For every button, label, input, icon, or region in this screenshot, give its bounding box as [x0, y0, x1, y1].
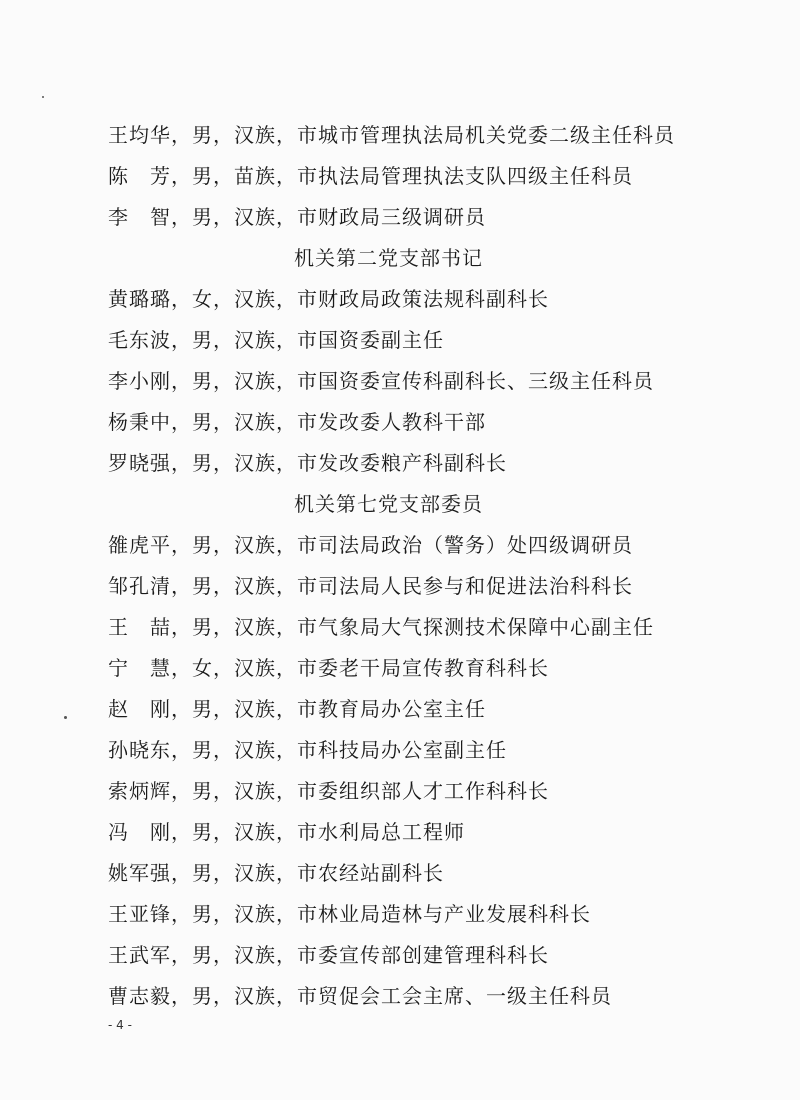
list-item: 罗晓强，男，汉族，市发改委粮产科副科长	[108, 451, 507, 475]
list-item: 李 智，男，汉族，市财政局三级调研员	[108, 205, 486, 229]
list-item: 索炳辉，男，汉族，市委组织部人才工作科科长	[108, 779, 549, 803]
scan-speck	[42, 96, 44, 98]
list-item: 孙晓东，男，汉族，市科技局办公室副主任	[108, 738, 507, 762]
scan-speck	[64, 716, 67, 719]
list-item: 宁 慧，女，汉族，市委老干局宣传教育科科长	[108, 656, 549, 680]
list-item: 李小刚，男，汉族，市国资委宣传科副科长、三级主任科员	[108, 369, 654, 393]
page-number: - 4 -	[108, 1018, 132, 1032]
list-item: 邹孔清，男，汉族，市司法局人民参与和促进法治科科长	[108, 574, 633, 598]
list-item: 赵 刚，男，汉族，市教育局办公室主任	[108, 697, 486, 721]
list-item: 曹志毅，男，汉族，市贸促会工会主席、一级主任科员	[108, 984, 612, 1008]
list-item: 陈 芳，男，苗族，市执法局管理执法支队四级主任科员	[108, 164, 633, 188]
list-item: 毛东波，男，汉族，市国资委副主任	[108, 328, 444, 352]
section-heading: 机关第二党支部书记	[294, 246, 483, 270]
list-item: 王 喆，男，汉族，市气象局大气探测技术保障中心副主任	[108, 615, 654, 639]
list-item: 冯 刚，男，汉族，市水利局总工程师	[108, 820, 465, 844]
list-item: 王武军，男，汉族，市委宣传部创建管理科科长	[108, 943, 549, 967]
list-item: 雒虎平，男，汉族，市司法局政治（警务）处四级调研员	[108, 533, 633, 557]
list-item: 王亚锋，男，汉族，市林业局造林与产业发展科科长	[108, 902, 591, 926]
section-heading: 机关第七党支部委员	[294, 492, 483, 516]
list-item: 杨秉中，男，汉族，市发改委人教科干部	[108, 410, 486, 434]
document-body	[108, 116, 708, 1018]
list-item: 王均华，男，汉族，市城市管理执法局机关党委二级主任科员	[108, 123, 675, 147]
list-item: 姚军强，男，汉族，市农经站副科长	[108, 861, 444, 885]
list-item: 黄璐璐，女，汉族，市财政局政策法规科副科长	[108, 287, 549, 311]
